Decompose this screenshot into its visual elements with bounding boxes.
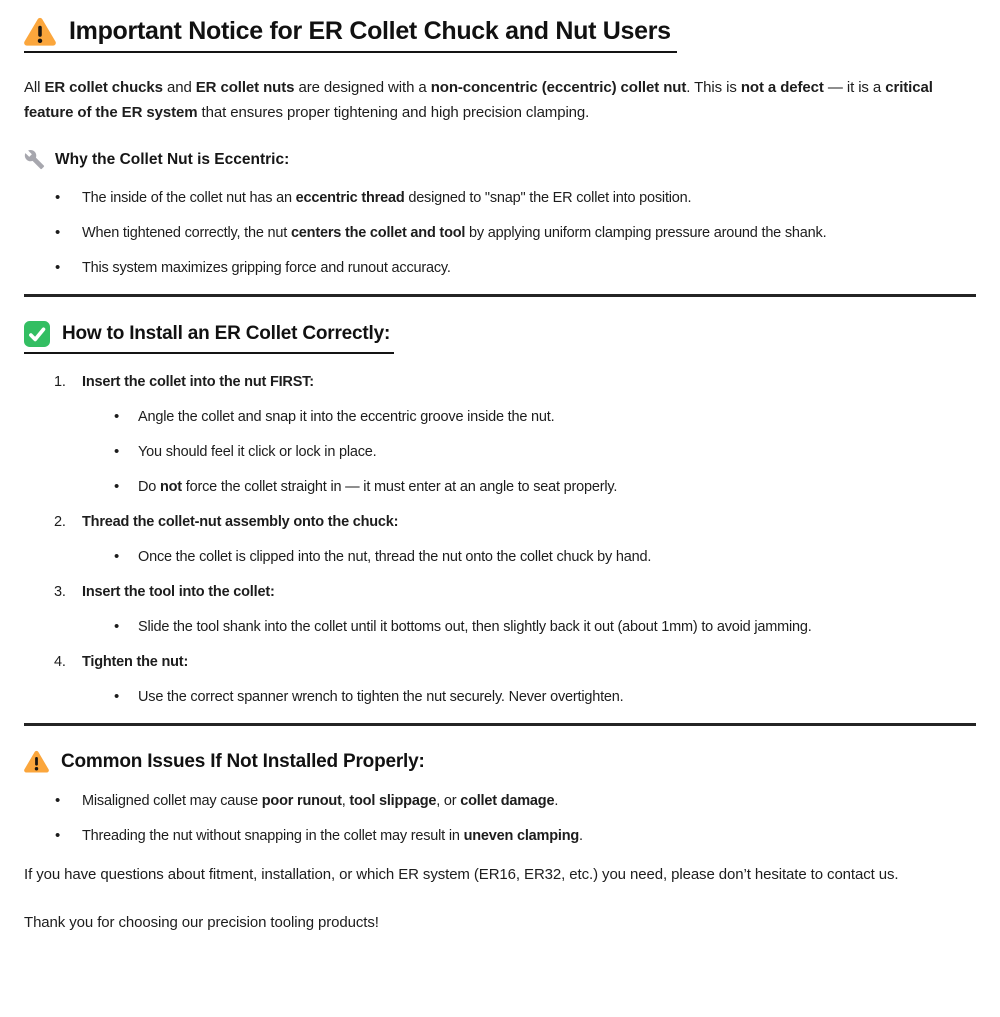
step-item xyxy=(24,583,976,636)
step-number: 2. xyxy=(54,514,66,530)
why-heading-label: Why the Collet Nut is Eccentric: xyxy=(55,150,290,168)
step-heading xyxy=(24,583,976,601)
why-section-heading xyxy=(24,149,976,170)
step-title: Insert the collet into the nut FIRST: xyxy=(82,374,314,390)
step-number: 1. xyxy=(54,374,66,390)
list-item: • Use the correct spanner wrench to tighten the nut securely. Never overtighten. xyxy=(24,688,976,706)
list-item: • Threading the nut without snapping in the collet may result in uneven clamping. xyxy=(24,827,976,845)
list-item: • Do not force the collet straight in — it must enter at an angle to seat properly. xyxy=(24,478,976,496)
install-heading-label: How to Install an ER Collet Correctly: xyxy=(62,323,391,344)
step-title: Thread the collet-nut assembly onto the chuck: xyxy=(82,514,399,530)
step-bullet-list xyxy=(24,618,976,636)
step-heading xyxy=(24,373,976,391)
wrench-icon xyxy=(24,149,45,170)
warning-icon xyxy=(24,750,49,773)
issues-heading-label: Common Issues If Not Installed Properly: xyxy=(61,750,425,772)
section-divider xyxy=(24,294,976,297)
list-item: • The inside of the collet nut has an eccentric thread designed to "snap" the ER collet into position. xyxy=(24,189,976,207)
list-item: • This system maximizes gripping force and runout accuracy. xyxy=(24,259,976,277)
contact-paragraph: If you have questions about fitment, installation, or which ER system (ER16, ER32, etc.) you need, please don’t hesitate to contact us. xyxy=(24,866,899,883)
step-item xyxy=(24,373,976,496)
thanks-paragraph: Thank you for choosing our precision tooling products! xyxy=(24,914,379,931)
step-title: Insert the tool into the collet: xyxy=(82,584,275,600)
list-item: • Slide the tool shank into the collet until it bottoms out, then slightly back it out (about 1mm) to avoid jamming. xyxy=(24,618,976,636)
step-bullet-list xyxy=(24,548,976,566)
step-bullet-list xyxy=(24,688,976,706)
why-bullet-list xyxy=(24,189,976,277)
section-divider xyxy=(24,723,976,726)
install-section-heading xyxy=(24,321,394,354)
step-item xyxy=(24,513,976,566)
notice-title-block xyxy=(24,16,677,53)
intro-paragraph: All ER collet chucks and ER collet nuts are designed with a non-concentric (eccentric) collet nut. This is not a defect — it is a critical feature of the ER system that ensures proper tightening and high precision clamping. xyxy=(24,79,933,121)
page-title: Important Notice for ER Collet Chuck and Nut Users xyxy=(69,17,671,45)
list-item: • Angle the collet and snap it into the eccentric groove inside the nut. xyxy=(24,408,976,426)
warning-icon xyxy=(24,17,56,46)
list-item: • Once the collet is clipped into the nut, thread the nut onto the collet chuck by hand. xyxy=(24,548,976,566)
check-icon xyxy=(24,321,50,347)
step-heading xyxy=(24,653,976,671)
step-number: 4. xyxy=(54,654,66,670)
step-title: Tighten the nut: xyxy=(82,654,189,670)
install-steps-list xyxy=(24,373,976,706)
list-item: • When tightened correctly, the nut centers the collet and tool by applying uniform clamping pressure around the shank. xyxy=(24,224,976,242)
issues-section-heading xyxy=(24,750,425,773)
step-number: 3. xyxy=(54,584,66,600)
list-item: • You should feel it click or lock in place. xyxy=(24,443,976,461)
issues-bullet-list xyxy=(24,792,976,845)
step-item xyxy=(24,653,976,706)
list-item: • Misaligned collet may cause poor runout, tool slippage, or collet damage. xyxy=(24,792,976,810)
step-heading xyxy=(24,513,976,531)
step-bullet-list xyxy=(24,408,976,496)
